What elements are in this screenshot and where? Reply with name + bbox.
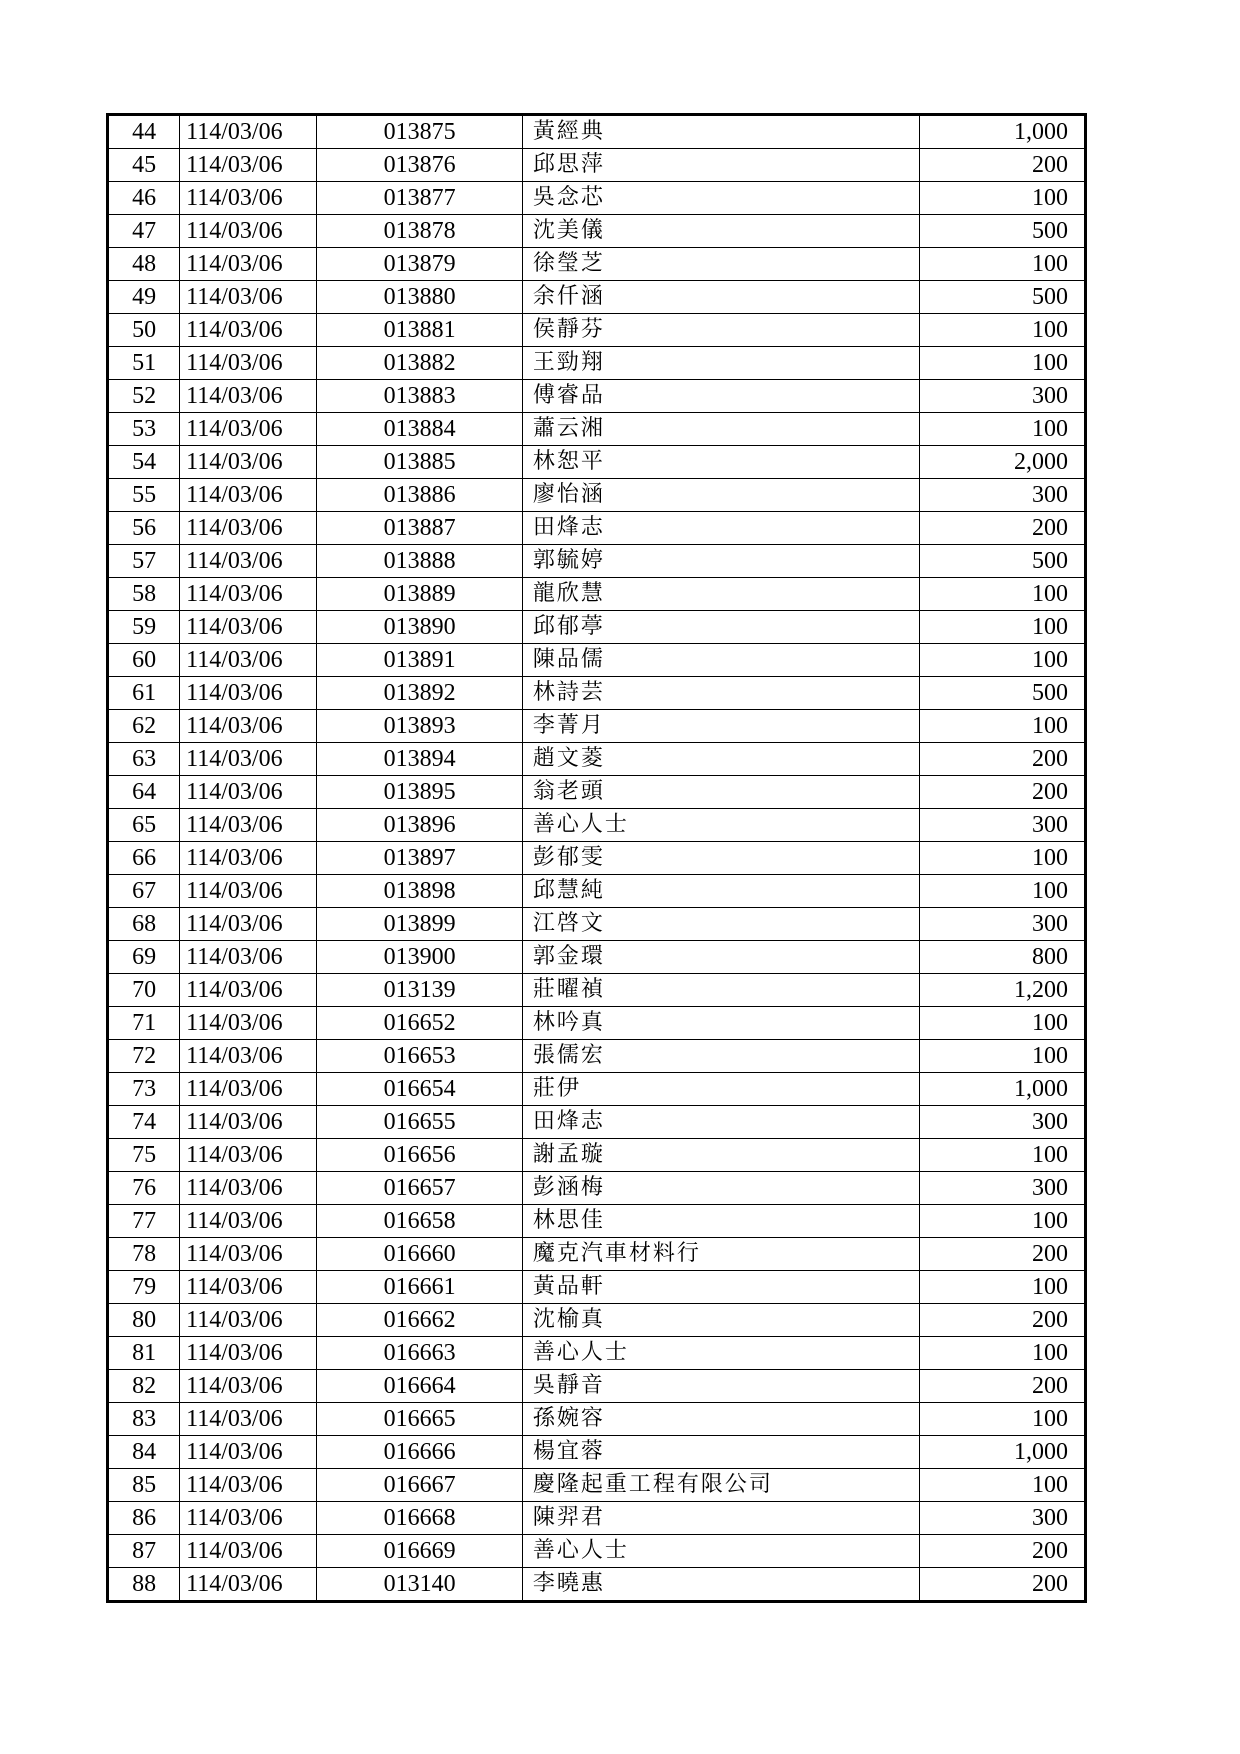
row-number: 72: [108, 1040, 180, 1073]
row-number: 51: [108, 347, 180, 380]
row-number: 48: [108, 248, 180, 281]
table-row: [108, 281, 1086, 314]
donor-name: 莊曜禎: [522, 974, 919, 1007]
donation-amount: 100: [919, 1205, 1085, 1238]
table-row: [108, 1106, 1086, 1139]
donor-name: 余仟涵: [522, 281, 919, 314]
donor-name: 田烽志: [522, 1106, 919, 1139]
row-number: 69: [108, 941, 180, 974]
receipt-number: 013890: [317, 611, 522, 644]
table-row: [108, 1271, 1086, 1304]
row-number: 52: [108, 380, 180, 413]
receipt-number: 016663: [317, 1337, 522, 1370]
receipt-number: 013876: [317, 149, 522, 182]
row-number: 76: [108, 1172, 180, 1205]
donation-amount: 100: [919, 1007, 1085, 1040]
receipt-number: 013879: [317, 248, 522, 281]
receipt-number: 013888: [317, 545, 522, 578]
table-row: [108, 314, 1086, 347]
donation-date: 114/03/06: [180, 1502, 317, 1535]
donation-date: 114/03/06: [180, 512, 317, 545]
receipt-number: 013885: [317, 446, 522, 479]
donor-name: 蕭云湘: [522, 413, 919, 446]
donation-amount: 500: [919, 545, 1085, 578]
donation-amount: 500: [919, 281, 1085, 314]
row-number: 86: [108, 1502, 180, 1535]
donor-name: 莊伊: [522, 1073, 919, 1106]
receipt-number: 016667: [317, 1469, 522, 1502]
table-row: [108, 149, 1086, 182]
row-number: 44: [108, 115, 180, 149]
donation-amount: 300: [919, 809, 1085, 842]
donation-date: 114/03/06: [180, 215, 317, 248]
donor-name: 黃品軒: [522, 1271, 919, 1304]
receipt-number: 013878: [317, 215, 522, 248]
donation-amount: 100: [919, 413, 1085, 446]
row-number: 70: [108, 974, 180, 1007]
receipt-number: 013887: [317, 512, 522, 545]
receipt-number: 013886: [317, 479, 522, 512]
receipt-number: 013891: [317, 644, 522, 677]
donation-date: 114/03/06: [180, 1403, 317, 1436]
donation-amount: 100: [919, 644, 1085, 677]
receipt-number: 016664: [317, 1370, 522, 1403]
donation-amount: 100: [919, 875, 1085, 908]
donation-amount: 100: [919, 1040, 1085, 1073]
donor-name: 謝孟璇: [522, 1139, 919, 1172]
donation-date: 114/03/06: [180, 908, 317, 941]
donation-amount: 200: [919, 1238, 1085, 1271]
table-row: [108, 908, 1086, 941]
donor-name: 善心人士: [522, 1337, 919, 1370]
receipt-number: 013895: [317, 776, 522, 809]
donation-date: 114/03/06: [180, 1370, 317, 1403]
table-row: [108, 578, 1086, 611]
table-row: [108, 479, 1086, 512]
donation-date: 114/03/06: [180, 314, 317, 347]
receipt-number: 013894: [317, 743, 522, 776]
donation-amount: 1,000: [919, 115, 1085, 149]
donor-name: 彭涵梅: [522, 1172, 919, 1205]
donation-amount: 300: [919, 380, 1085, 413]
table-row: [108, 1172, 1086, 1205]
receipt-number: 016662: [317, 1304, 522, 1337]
table-row: [108, 413, 1086, 446]
donor-name: 沈美儀: [522, 215, 919, 248]
table-row: [108, 1139, 1086, 1172]
table-row: [108, 1205, 1086, 1238]
donation-date: 114/03/06: [180, 974, 317, 1007]
donation-date: 114/03/06: [180, 1205, 317, 1238]
donor-name: 江啓文: [522, 908, 919, 941]
donation-date: 114/03/06: [180, 776, 317, 809]
receipt-number: 013892: [317, 677, 522, 710]
table-row: [108, 1535, 1086, 1568]
row-number: 57: [108, 545, 180, 578]
donation-date: 114/03/06: [180, 413, 317, 446]
donation-amount: 100: [919, 611, 1085, 644]
receipt-number: 016652: [317, 1007, 522, 1040]
donation-date: 114/03/06: [180, 710, 317, 743]
table-row: [108, 1568, 1086, 1602]
donor-name: 廖怡涵: [522, 479, 919, 512]
donation-date: 114/03/06: [180, 545, 317, 578]
receipt-number: 013899: [317, 908, 522, 941]
ledger-body: [108, 115, 1086, 1602]
table-row: [108, 1436, 1086, 1469]
donation-date: 114/03/06: [180, 644, 317, 677]
donation-date: 114/03/06: [180, 578, 317, 611]
donation-amount: 200: [919, 1535, 1085, 1568]
receipt-number: 016658: [317, 1205, 522, 1238]
receipt-number: 016657: [317, 1172, 522, 1205]
donation-date: 114/03/06: [180, 479, 317, 512]
donation-amount: 200: [919, 1568, 1085, 1602]
donation-date: 114/03/06: [180, 446, 317, 479]
row-number: 84: [108, 1436, 180, 1469]
table-row: [108, 677, 1086, 710]
donation-date: 114/03/06: [180, 1304, 317, 1337]
receipt-number: 016660: [317, 1238, 522, 1271]
donation-date: 114/03/06: [180, 1568, 317, 1602]
donor-name: 陳品儒: [522, 644, 919, 677]
donation-date: 114/03/06: [180, 1073, 317, 1106]
row-number: 55: [108, 479, 180, 512]
table-row: [108, 875, 1086, 908]
donor-name: 李曉惠: [522, 1568, 919, 1602]
donor-name: 林恕平: [522, 446, 919, 479]
row-number: 67: [108, 875, 180, 908]
table-row: [108, 115, 1086, 149]
row-number: 75: [108, 1139, 180, 1172]
donation-date: 114/03/06: [180, 1106, 317, 1139]
donation-amount: 1,000: [919, 1073, 1085, 1106]
donation-date: 114/03/06: [180, 1139, 317, 1172]
receipt-number: 013893: [317, 710, 522, 743]
row-number: 68: [108, 908, 180, 941]
donor-name: 善心人士: [522, 809, 919, 842]
receipt-number: 013882: [317, 347, 522, 380]
row-number: 71: [108, 1007, 180, 1040]
donation-date: 114/03/06: [180, 1535, 317, 1568]
donor-name: 王勁翔: [522, 347, 919, 380]
receipt-number: 016656: [317, 1139, 522, 1172]
donation-date: 114/03/06: [180, 743, 317, 776]
donation-amount: 300: [919, 908, 1085, 941]
row-number: 49: [108, 281, 180, 314]
donation-amount: 200: [919, 1370, 1085, 1403]
receipt-number: 013898: [317, 875, 522, 908]
donation-date: 114/03/06: [180, 115, 317, 149]
donor-name: 趙文菱: [522, 743, 919, 776]
donation-ledger-table: [106, 113, 1087, 1603]
table-row: [108, 809, 1086, 842]
donor-name: 魔克汽車材料行: [522, 1238, 919, 1271]
receipt-number: 016655: [317, 1106, 522, 1139]
donation-amount: 200: [919, 1304, 1085, 1337]
donation-date: 114/03/06: [180, 611, 317, 644]
donor-name: 邱郁葶: [522, 611, 919, 644]
donation-date: 114/03/06: [180, 1337, 317, 1370]
donation-date: 114/03/06: [180, 347, 317, 380]
donor-name: 孫婉容: [522, 1403, 919, 1436]
donation-amount: 800: [919, 941, 1085, 974]
table-row: [108, 776, 1086, 809]
receipt-number: 013900: [317, 941, 522, 974]
donation-amount: 200: [919, 743, 1085, 776]
donation-amount: 300: [919, 1502, 1085, 1535]
donor-name: 林吟真: [522, 1007, 919, 1040]
donation-amount: 1,000: [919, 1436, 1085, 1469]
donation-amount: 100: [919, 1337, 1085, 1370]
row-number: 56: [108, 512, 180, 545]
donation-amount: 100: [919, 842, 1085, 875]
donation-amount: 100: [919, 578, 1085, 611]
donor-name: 林詩芸: [522, 677, 919, 710]
donation-date: 114/03/06: [180, 875, 317, 908]
donation-amount: 200: [919, 776, 1085, 809]
table-row: [108, 512, 1086, 545]
donor-name: 翁老頭: [522, 776, 919, 809]
row-number: 83: [108, 1403, 180, 1436]
donation-date: 114/03/06: [180, 941, 317, 974]
row-number: 63: [108, 743, 180, 776]
donation-amount: 100: [919, 1469, 1085, 1502]
donor-name: 龍欣慧: [522, 578, 919, 611]
donation-date: 114/03/06: [180, 842, 317, 875]
donor-name: 侯靜芬: [522, 314, 919, 347]
table-row: [108, 1337, 1086, 1370]
row-number: 78: [108, 1238, 180, 1271]
table-row: [108, 1073, 1086, 1106]
receipt-number: 013896: [317, 809, 522, 842]
row-number: 54: [108, 446, 180, 479]
donor-name: 彭郁雯: [522, 842, 919, 875]
row-number: 62: [108, 710, 180, 743]
receipt-number: 013880: [317, 281, 522, 314]
receipt-number: 016654: [317, 1073, 522, 1106]
donation-date: 114/03/06: [180, 1040, 317, 1073]
donation-amount: 300: [919, 1106, 1085, 1139]
donor-name: 傅睿品: [522, 380, 919, 413]
table-row: [108, 974, 1086, 1007]
donation-date: 114/03/06: [180, 1271, 317, 1304]
donation-amount: 500: [919, 215, 1085, 248]
row-number: 81: [108, 1337, 180, 1370]
donor-name: 善心人士: [522, 1535, 919, 1568]
donation-date: 114/03/06: [180, 248, 317, 281]
table-row: [108, 743, 1086, 776]
row-number: 74: [108, 1106, 180, 1139]
donation-date: 114/03/06: [180, 1238, 317, 1271]
donation-amount: 100: [919, 710, 1085, 743]
table-row: [108, 248, 1086, 281]
donation-amount: 100: [919, 1271, 1085, 1304]
table-row: [108, 611, 1086, 644]
donor-name: 吳靜音: [522, 1370, 919, 1403]
receipt-number: 016665: [317, 1403, 522, 1436]
donation-date: 114/03/06: [180, 281, 317, 314]
donation-amount: 100: [919, 182, 1085, 215]
donor-name: 黃經典: [522, 115, 919, 149]
donor-name: 陳羿君: [522, 1502, 919, 1535]
table-row: [108, 1469, 1086, 1502]
donation-date: 114/03/06: [180, 1007, 317, 1040]
donation-amount: 100: [919, 248, 1085, 281]
donation-amount: 200: [919, 512, 1085, 545]
row-number: 79: [108, 1271, 180, 1304]
table-row: [108, 380, 1086, 413]
receipt-number: 013875: [317, 115, 522, 149]
table-row: [108, 1304, 1086, 1337]
table-row: [108, 1502, 1086, 1535]
donation-amount: 100: [919, 1403, 1085, 1436]
row-number: 80: [108, 1304, 180, 1337]
donor-name: 郭金環: [522, 941, 919, 974]
donor-name: 張儒宏: [522, 1040, 919, 1073]
row-number: 58: [108, 578, 180, 611]
row-number: 65: [108, 809, 180, 842]
donor-name: 徐瑩芝: [522, 248, 919, 281]
donor-name: 邱慧純: [522, 875, 919, 908]
donor-name: 沈榆真: [522, 1304, 919, 1337]
receipt-number: 013897: [317, 842, 522, 875]
table-row: [108, 545, 1086, 578]
table-row: [108, 710, 1086, 743]
donation-date: 114/03/06: [180, 380, 317, 413]
row-number: 66: [108, 842, 180, 875]
row-number: 60: [108, 644, 180, 677]
donor-name: 郭毓婷: [522, 545, 919, 578]
donation-amount: 100: [919, 1139, 1085, 1172]
receipt-number: 013889: [317, 578, 522, 611]
row-number: 85: [108, 1469, 180, 1502]
table-row: [108, 1040, 1086, 1073]
donor-name: 田烽志: [522, 512, 919, 545]
row-number: 87: [108, 1535, 180, 1568]
donation-date: 114/03/06: [180, 1172, 317, 1205]
table-row: [108, 1403, 1086, 1436]
row-number: 73: [108, 1073, 180, 1106]
donation-date: 114/03/06: [180, 809, 317, 842]
donor-name: 林思佳: [522, 1205, 919, 1238]
donor-name: 楊宜蓉: [522, 1436, 919, 1469]
donor-name: 李菁月: [522, 710, 919, 743]
receipt-number: 013883: [317, 380, 522, 413]
table-row: [108, 347, 1086, 380]
donation-amount: 100: [919, 314, 1085, 347]
donation-date: 114/03/06: [180, 182, 317, 215]
donation-date: 114/03/06: [180, 149, 317, 182]
receipt-number: 016669: [317, 1535, 522, 1568]
donation-amount: 2,000: [919, 446, 1085, 479]
row-number: 53: [108, 413, 180, 446]
donation-date: 114/03/06: [180, 1436, 317, 1469]
row-number: 45: [108, 149, 180, 182]
donation-date: 114/03/06: [180, 1469, 317, 1502]
row-number: 64: [108, 776, 180, 809]
table-row: [108, 1370, 1086, 1403]
table-row: [108, 215, 1086, 248]
donor-name: 邱思萍: [522, 149, 919, 182]
donation-amount: 100: [919, 347, 1085, 380]
receipt-number: 013877: [317, 182, 522, 215]
receipt-number: 016661: [317, 1271, 522, 1304]
receipt-number: 016668: [317, 1502, 522, 1535]
donor-name: 吳念芯: [522, 182, 919, 215]
donation-amount: 1,200: [919, 974, 1085, 1007]
table-row: [108, 842, 1086, 875]
table-row: [108, 182, 1086, 215]
receipt-number: 013140: [317, 1568, 522, 1602]
table-row: [108, 1007, 1086, 1040]
table-row: [108, 446, 1086, 479]
row-number: 77: [108, 1205, 180, 1238]
receipt-number: 013139: [317, 974, 522, 1007]
donor-name: 慶隆起重工程有限公司: [522, 1469, 919, 1502]
row-number: 82: [108, 1370, 180, 1403]
receipt-number: 016653: [317, 1040, 522, 1073]
donation-date: 114/03/06: [180, 677, 317, 710]
donation-amount: 500: [919, 677, 1085, 710]
row-number: 59: [108, 611, 180, 644]
table-row: [108, 941, 1086, 974]
table-row: [108, 644, 1086, 677]
donation-amount: 200: [919, 149, 1085, 182]
receipt-number: 013884: [317, 413, 522, 446]
donation-amount: 300: [919, 479, 1085, 512]
table-row: [108, 1238, 1086, 1271]
row-number: 88: [108, 1568, 180, 1602]
row-number: 47: [108, 215, 180, 248]
row-number: 50: [108, 314, 180, 347]
row-number: 46: [108, 182, 180, 215]
row-number: 61: [108, 677, 180, 710]
receipt-number: 013881: [317, 314, 522, 347]
receipt-number: 016666: [317, 1436, 522, 1469]
donation-amount: 300: [919, 1172, 1085, 1205]
